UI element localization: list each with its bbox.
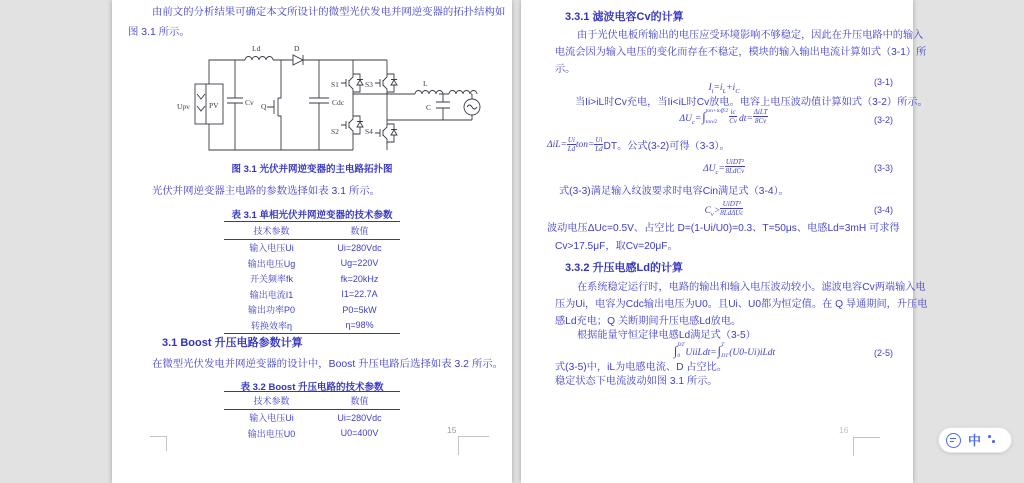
- drag-dots-icon[interactable]: [988, 434, 996, 446]
- translate-widget[interactable]: [938, 427, 1012, 453]
- table-row: 输出电压U0 U0=400V: [247, 428, 379, 439]
- table-row: 输出功率P0 P0=5kW: [247, 304, 377, 316]
- label-s3: S3: [365, 80, 373, 89]
- paragraph-line: 电流会因为输入电压的变化而存在不稳定，模块的输入输出电流计算如式（3-1）所: [555, 47, 927, 58]
- table-row: 开关频率fk fk=20kHz: [249, 273, 379, 285]
- table-row: 输出电流I1 I1=22.7A: [249, 289, 378, 300]
- label-pv: PV: [209, 101, 219, 110]
- paragraph-line: 波动电压ΔUc=0.5V、占空比 D=(1-Ui/U0)=0.3、T=50μs、电感Ld=3mH 可求得: [547, 223, 900, 234]
- label-cv: Cv: [245, 98, 254, 107]
- equation-number: (3-1): [873, 77, 893, 87]
- label-upv: Upv: [177, 102, 190, 111]
- equation-3-1: $I_i=i_L+i_C$ (3-1): [708, 77, 893, 95]
- section-heading-3-3-1: 3.3.1 滤波电容Cv的计算: [565, 11, 684, 23]
- paragraph-line: 感Ld充电；Q 关断期间升压电感Ld放电。: [555, 316, 742, 327]
- equation-3-4: $C_v>$ UiDT² 8LdΔUc (3-4): [704, 200, 893, 218]
- paragraph-line: 式(3-3)满足输入纹波要求时电容Cin满足式（3-4）。: [559, 186, 789, 197]
- table-row: 输入电压Ui Ui=280Vdc: [249, 412, 382, 424]
- column-header: 数值: [350, 226, 369, 236]
- equation-3-2: $\Delta U_c=$ ∫ ton+toff/2 ton/2 $\frac{ic}{Cv}$ dt= ΔiLT 8Cv (3-2): [679, 107, 893, 126]
- paragraph-line: 光伏并网逆变器主电路的参数选择如表 3.1 所示。: [152, 186, 381, 197]
- label-ld: Ld: [252, 44, 261, 53]
- document-page-right[interactable]: [521, 0, 928, 483]
- margin-mark: [853, 437, 880, 456]
- page-number: 16: [839, 425, 849, 435]
- label-s4: S4: [365, 127, 373, 136]
- label-s2: S2: [331, 127, 339, 136]
- table-header-row: 技术参数 数值: [224, 391, 400, 410]
- document-page-left[interactable]: [112, 0, 512, 483]
- margin-mark: [150, 436, 167, 451]
- translate-logo-icon[interactable]: [946, 433, 961, 448]
- paragraph-line: 由于光伏电板所输出的电压应受环境影响不够稳定，因此在升压电路中的输入: [577, 30, 924, 41]
- paragraph-line: Cv>17.5μF，取Cv=20μF。: [555, 241, 678, 252]
- circuit-diagram-figure[interactable]: [175, 42, 483, 157]
- page-number: 15: [447, 425, 457, 435]
- table-parameters-boost: [224, 391, 400, 441]
- paragraph-line: 图 3.1 所示。: [128, 27, 190, 38]
- label-cdc: Cdc: [332, 98, 345, 107]
- label-d: D: [294, 44, 300, 53]
- paragraph-line: 稳定状态下电流波动如图 3.1 所示。: [555, 376, 718, 387]
- table-row: 转换效率η η=98%: [224, 318, 400, 335]
- paragraph-line: 由前文的分析结果可确定本文所设计的微型光伏发电并网逆变器的拓扑结构如: [152, 7, 506, 18]
- table-header-row: [224, 221, 400, 240]
- paragraph-line: 当Ii>iL时Cv充电，当Ii<iL时Cv放电。电容上电压波动值计算如式（3-2）所示。: [575, 97, 928, 108]
- table-row: 输出电压Ug Ug=220V: [247, 258, 379, 269]
- equation-number: (2-5): [873, 348, 893, 358]
- margin-mark: [458, 436, 489, 455]
- equation-number: (3-4): [873, 205, 893, 215]
- table2-caption: 表 3.2 Boost 升压电路的技术参数: [240, 382, 384, 393]
- label-c: C: [426, 103, 432, 112]
- paragraph-line: 压为Ui，电容为Cdc输出电压为U0。且Ui、U0都为恒定值。在 Q 导通期间，升压电: [555, 299, 928, 310]
- equation-2-5: ∫ DT 0 UiiLdt= ∫ T DT (U0-Ui)iLdt (2-5): [673, 341, 893, 359]
- figure-caption: 图 3.1 光伏并网逆变器的主电路拓扑图: [231, 164, 393, 175]
- table-parameters-inverter: [224, 221, 400, 334]
- equation-number: (3-2): [873, 115, 893, 125]
- paragraph-line: 根据能量守恒定律电感Ld满足式（3-5）: [577, 330, 756, 341]
- section-heading-3-1: 3.1 Boost 升压电路参数计算: [162, 337, 303, 349]
- label-s1: S1: [331, 80, 339, 89]
- paragraph-formula-line: ΔiL= $\frac{Ui}{Ld}$ ton= $\frac{Ui}{Ld}$ DT。公式(3-2)可得（3-3）。: [547, 136, 730, 154]
- paragraph-line: 在系统稳定运行时，电路的输出和输入电压波动较小。滤波电容Cv两端输入电: [577, 282, 926, 293]
- label-q: Q: [261, 102, 267, 111]
- column-header: 技术参数: [253, 226, 290, 236]
- table1-caption: 表 3.1 单相光伏并网逆变器的技术参数: [231, 210, 393, 221]
- paragraph-line: 示。: [555, 64, 576, 75]
- equation-3-3: $\Delta U_c=$ UiDT² 8LdCv (3-3): [703, 158, 893, 176]
- paragraph-line: 式(3-5)中，iL为电感电流、D 占空比。: [555, 362, 728, 373]
- label-l: L: [423, 79, 428, 88]
- section-heading-3-3-2: 3.3.2 升压电感Ld的计算: [565, 262, 683, 274]
- language-toggle-button[interactable]: 中: [968, 432, 982, 448]
- equation-number: (3-3): [873, 163, 893, 173]
- paragraph-line: 在微型光伏发电并网逆变器的设计中，Boost 升压电路后选择如表 3.2 所示。: [152, 359, 504, 370]
- table-row: 输入电压Ui Ui=280Vdc: [249, 242, 382, 254]
